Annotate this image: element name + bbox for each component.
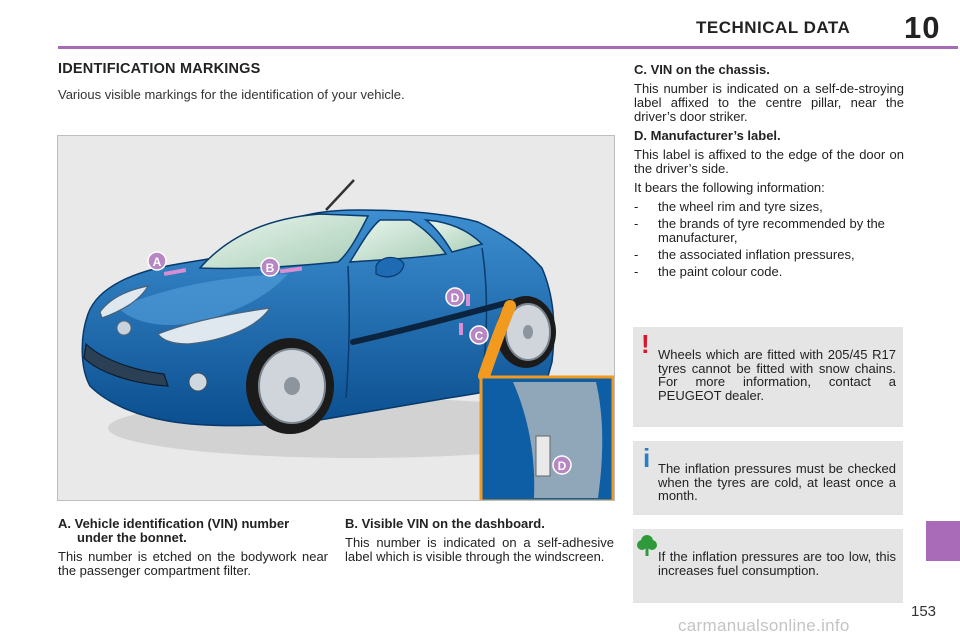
- chapter-number: 10: [904, 10, 941, 45]
- door-edge-inset: [481, 377, 613, 500]
- watermark: carmanualsonline.info: [678, 616, 850, 635]
- section-title: IDENTIFICATION MARKINGS: [58, 61, 261, 77]
- svg-text:D: D: [557, 459, 567, 473]
- list-item: - the associated inflation pressures,: [634, 247, 855, 262]
- col-a-heading-line2: under the bonnet.: [77, 530, 187, 545]
- label-d: [446, 288, 464, 306]
- d-intro: It bears the following information:: [634, 180, 825, 195]
- label-b: [261, 258, 279, 276]
- front-wheel: [246, 338, 334, 434]
- column-right: [634, 63, 904, 282]
- tree-icon: [636, 533, 658, 557]
- info-icon: i: [643, 443, 651, 473]
- svg-text:C: C: [474, 329, 484, 343]
- list-item: - the brands of tyre recommended by the manufacturer,: [634, 216, 885, 245]
- warning-note: [633, 327, 903, 427]
- label-c: [470, 326, 488, 344]
- warning-icon: !: [641, 329, 650, 359]
- list-item: - the paint colour code.: [634, 264, 783, 279]
- d-body: This label is affixed to the edge of the door on the driver’s side.: [634, 147, 904, 176]
- label-d-inset: [553, 456, 571, 474]
- label-a: [148, 252, 166, 270]
- d-heading: D. Manufacturer’s label.: [634, 128, 781, 143]
- chapter-title: TECHNICAL DATA: [696, 18, 851, 37]
- eco-text: If the inflation pressures are too low, this increases fuel consumption.: [658, 549, 896, 578]
- eco-note: [633, 529, 903, 603]
- col-a-heading-line1: A. Vehicle identification (VIN) number: [58, 516, 290, 531]
- section-intro: Various visible markings for the identification of your vehicle.: [58, 87, 405, 102]
- list-item: - the wheel rim and tyre sizes,: [634, 199, 823, 214]
- column-b: [345, 517, 614, 564]
- svg-text:B: B: [265, 261, 275, 275]
- c-body: This number is indicated on a self-de-stroying label affixed to the centre pillar, near the driver’s door striker.: [634, 81, 904, 124]
- info-text: The inflation pressures must be checked when the tyres are cold, at least once a month.: [658, 461, 896, 503]
- col-a-body: This number is etched on the bodywork near the passenger compartment filter.: [58, 549, 328, 578]
- header-rule: [58, 46, 958, 49]
- car-drawing: [58, 136, 614, 500]
- page-number: 153: [911, 603, 937, 620]
- col-b-body: This number is indicated on a self-adhesive label which is visible through the windscreen.: [345, 535, 614, 564]
- svg-text:A: A: [152, 255, 162, 269]
- column-a: [58, 517, 328, 578]
- car-illustration: [57, 135, 615, 501]
- svg-text:D: D: [450, 291, 460, 305]
- c-heading: C. VIN on the chassis.: [634, 62, 770, 77]
- antenna: [326, 180, 354, 210]
- chapter-tab: [926, 521, 960, 561]
- info-note: [633, 441, 903, 515]
- col-b-heading: B. Visible VIN on the dashboard.: [345, 516, 545, 531]
- warning-text: Wheels which are fitted with 205/45 R17 tyres cannot be fitted with snow chains. For more information, contact a PEUGEOT dealer.: [658, 347, 896, 403]
